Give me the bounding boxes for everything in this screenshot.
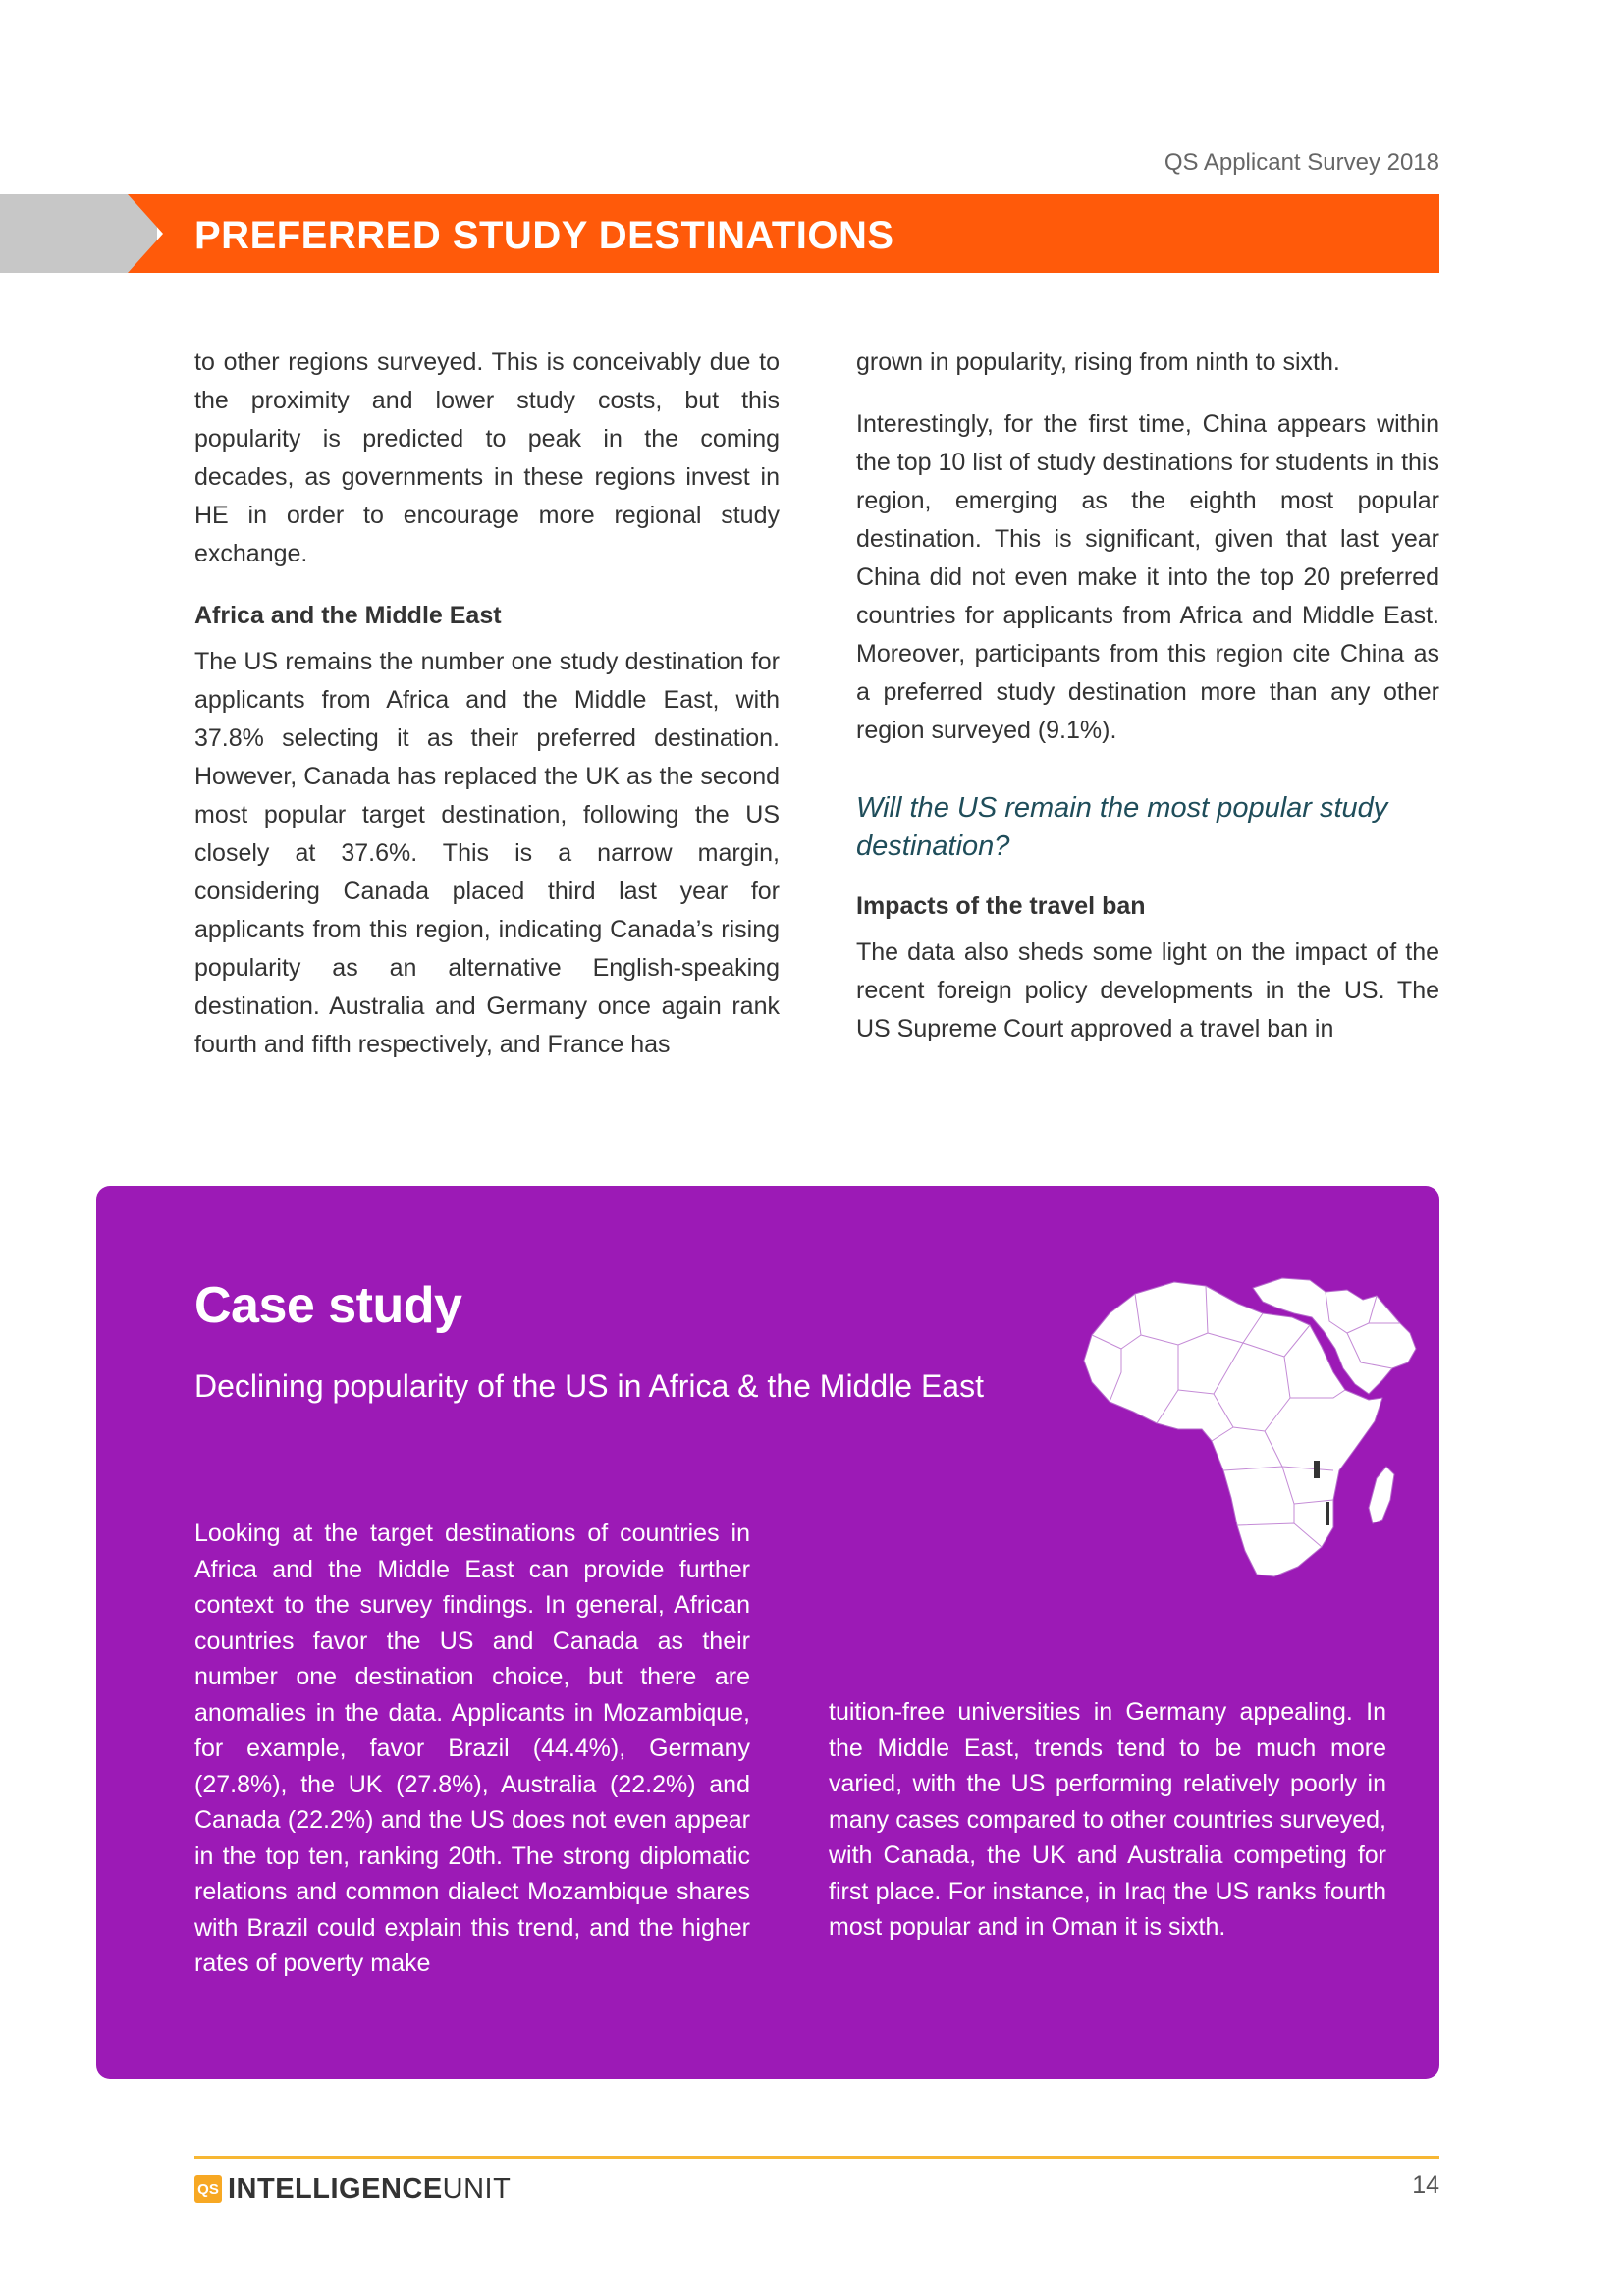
report-title: QS Applicant Survey 2018 (1164, 149, 1439, 176)
right-paragraph-3: The data also sheds some light on the impact of the recent foreign policy developments in the US. The US Supreme Court approved a travel ban in (856, 938, 1439, 1042)
right-paragraph-1: grown in popularity, rising from ninth to sixth. (856, 348, 1340, 376)
case-study-right-text: tuition-free universities in Germany appealing. In the Middle East, trends tend to be much more varied, with the US performing relatively poorly in many cases compared to other countries surveyed, with Canada, the UK and Australia competing for first place. For instance, in Iraq the US ranks fourth most popular and in Oman it is sixth. (829, 1698, 1386, 1941)
right-column (856, 344, 1439, 1072)
travel-ban-heading: Impacts of the travel ban (856, 892, 1146, 920)
section-title: PREFERRED STUDY DESTINATIONS (194, 214, 894, 257)
case-study-left-text: Looking at the target destinations of countries in Africa and the Middle East can provide further context to the survey findings. In general, African countries favor the US and Canada as their number one destination choice, but there are anomalies in the data. Applicants in Mozambique, for example, favor Brazil (44.4%), Germany (27.8%), the UK (27.8%), Australia (22.2%) and Canada (22.2%) and the US does not even appear in the top ten, ranking 20th. The strong diplomatic relations and common dialect Mozambique shares with Brazil could explain this trend, and the higher rates of poverty make (194, 1520, 750, 1977)
left-paragraph-1: to other regions surveyed. This is conceivably due to the proximity and lower study costs, but this popularity is predicted to peak in the coming decades, as governments in these regions invest in HE in order to encourage more regional study exchange. (194, 348, 780, 567)
qs-badge-icon: QS (194, 2175, 222, 2203)
case-study-title: Case study (194, 1277, 462, 1334)
africa-middle-east-heading: Africa and the Middle East (194, 602, 502, 629)
banner-grey-tab (0, 194, 157, 273)
case-study-subtitle: Declining popularity of the US in Africa & the Middle East (194, 1368, 984, 1404)
logo-text-bold: INTELLIGENCE (228, 2172, 443, 2205)
intelligence-unit-logo (194, 2169, 511, 2209)
question-heading: Will the US remain the most popular study destination? (856, 792, 1388, 862)
africa-middle-east-map-icon (1076, 1274, 1430, 1618)
page-number: 14 (1412, 2171, 1439, 2199)
footer-rule (194, 2156, 1439, 2159)
left-column (194, 344, 780, 1088)
logo-text-light: UNIT (442, 2172, 512, 2205)
left-paragraph-2: The US remains the number one study destination for applicants from Africa and the Middle East, with 37.8% selecting it as their preferred destination. However, Canada has replaced the UK as the second most popular target destination, following the US closely at 37.6%. This is a narrow margin, considering Canada placed third last year for applicants from this region, indicating Canada’s rising popularity as an alternative English-speaking destination. Australia and Germany once again rank fourth and fifth respectively, and France has (194, 648, 780, 1058)
right-paragraph-2: Interestingly, for the first time, China appears within the top 10 list of study destinations for students in this region, emerging as the eighth most popular destination. This is significant, given that last year China did not even make it into the top 20 preferred countries for applicants from Africa and Middle East. Moreover, participants from this region cite China as a preferred study destination more than any other region surveyed (9.1%). (856, 410, 1439, 744)
